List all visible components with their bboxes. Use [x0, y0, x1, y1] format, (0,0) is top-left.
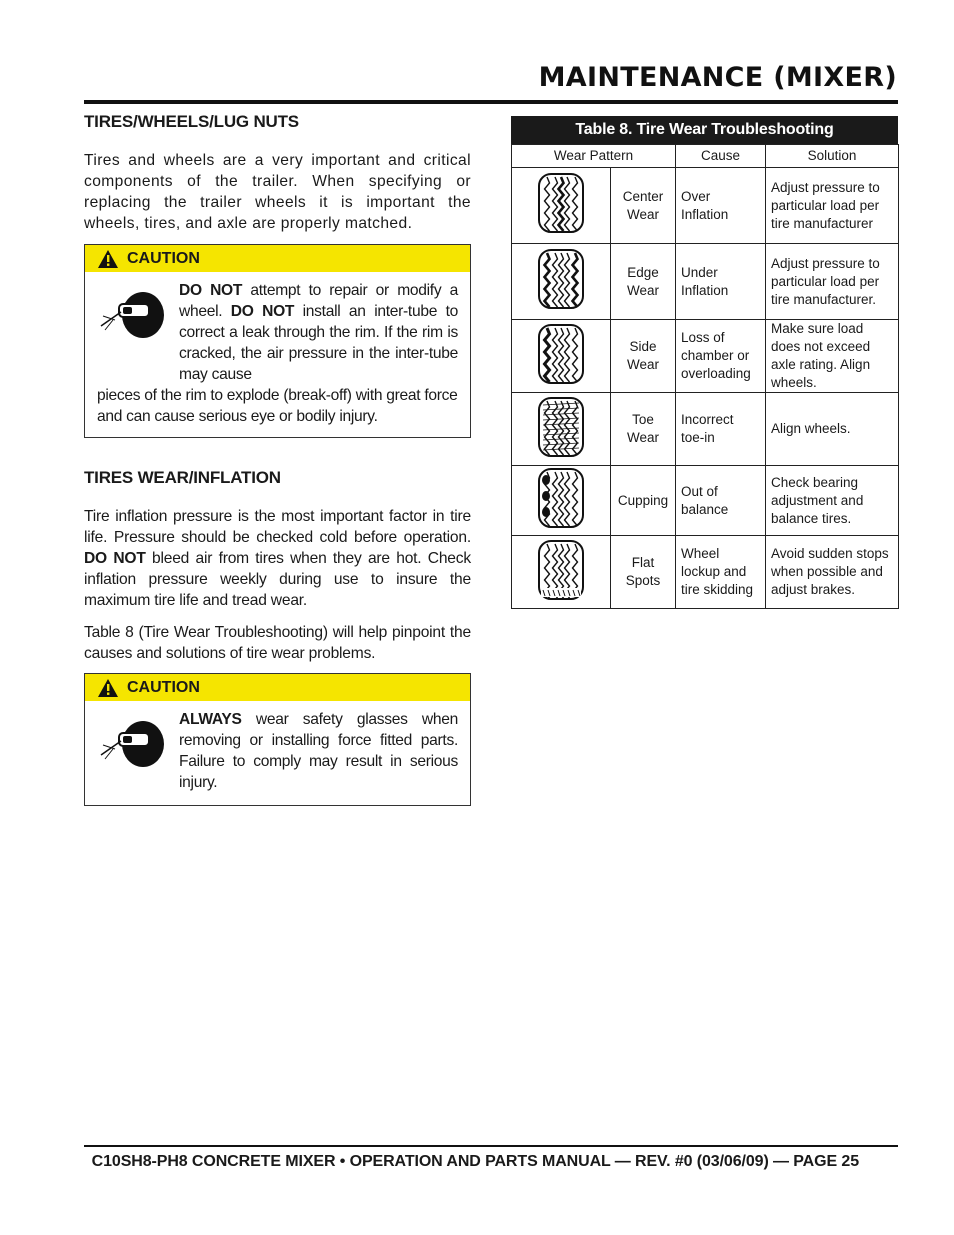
- table-row: [512, 393, 899, 466]
- tire-pattern-cell: [512, 168, 611, 244]
- caution-label: CAUTION: [127, 678, 200, 696]
- caution-label: CAUTION: [127, 249, 200, 267]
- table-title: Table 8. Tire Wear Troubleshooting: [511, 116, 898, 144]
- wear-table-grid: [511, 144, 899, 609]
- table-row: [512, 466, 899, 536]
- do-not-emphasis: DO NOT: [230, 303, 295, 320]
- cause-cell: Under Inflation: [676, 244, 766, 320]
- tire-toe-wear-icon: [531, 395, 591, 459]
- caution-text: wear safety glasses when removing or installing force fitted parts. Failure to comply may result in serious injury.: [179, 711, 458, 791]
- caution-header: [85, 245, 470, 272]
- caution-header: [85, 674, 470, 701]
- tire-cupping-icon: [531, 466, 591, 530]
- table-row: [512, 320, 899, 393]
- paragraph-table-ref: Table 8 (Tire Wear Troubleshooting) will help pinpoint the causes and solutions of tire wear problems.: [84, 624, 471, 662]
- solution-cell: Avoid sudden stops when possible and adjust brakes.: [766, 536, 899, 609]
- paragraph-tires-wheels: Tires and wheels are a very important and critical components of the trailer. When specifying or replacing the trailer wheels it is important the wheels, tires, and axle are properly matched.: [84, 152, 471, 232]
- left-column: [84, 112, 471, 806]
- cause-cell: Over Inflation: [676, 168, 766, 244]
- tire-side-wear-icon: [531, 322, 591, 386]
- do-not-emphasis: DO NOT: [84, 550, 146, 567]
- safety-glasses-face-icon: [97, 290, 167, 340]
- do-not-emphasis: DO NOT: [179, 282, 243, 299]
- tire-pattern-cell: [512, 466, 611, 536]
- table-row: [512, 168, 899, 244]
- header-wear-pattern: Wear Pattern: [512, 145, 676, 168]
- table-row: [512, 244, 899, 320]
- cause-cell: Incorrect toe-in: [676, 393, 766, 466]
- warning-triangle-icon: [97, 678, 119, 698]
- pattern-name: Toe Wear: [611, 393, 676, 466]
- tire-flat-spots-icon: [531, 538, 591, 602]
- caution-text: attempt to repair or modify a wheel.: [179, 282, 459, 320]
- tire-pattern-cell: [512, 393, 611, 466]
- safety-glasses-face-icon: [97, 719, 167, 769]
- tire-center-wear-icon: [531, 171, 591, 235]
- solution-cell: Adjust pressure to particular load per tire manufacturer.: [766, 244, 899, 320]
- cause-cell: Out of balance: [676, 466, 766, 536]
- warning-triangle-icon: [97, 249, 119, 269]
- tire-pattern-cell: [512, 244, 611, 320]
- header-cause: Cause: [676, 145, 766, 168]
- solution-cell: Make sure load does not exceed axle rating. Align wheels.: [766, 320, 899, 393]
- always-emphasis: ALWAYS: [179, 711, 242, 728]
- solution-cell: Check bearing adjustment and balance tires.: [766, 466, 899, 536]
- inflation-text: Tire inflation pressure is the most important factor in tire life. Pressure should be checked cold before operation.: [84, 508, 471, 546]
- page-title: MAINTENANCE (MIXER): [538, 62, 897, 93]
- tire-wear-table: [511, 116, 898, 609]
- pattern-name: Center Wear: [611, 168, 676, 244]
- cause-cell: Loss of chamber or overloading: [676, 320, 766, 393]
- pattern-name: Edge Wear: [611, 244, 676, 320]
- caution-box-glasses: [84, 673, 471, 806]
- section-heading-tires-wheels: TIRES/WHEELS/LUG NUTS: [84, 112, 299, 131]
- section-heading-tire-wear: TIRES WEAR/INFLATION: [84, 468, 281, 487]
- tire-pattern-cell: [512, 536, 611, 609]
- pattern-name: Side Wear: [611, 320, 676, 393]
- caution-text-bottom: pieces of the rim to explode (break-off) with great force and can cause serious eye or bodily injury.: [97, 387, 458, 425]
- caution-box-wheels: [84, 244, 471, 438]
- solution-cell: Adjust pressure to particular load per tire manufacturer: [766, 168, 899, 244]
- pattern-name: Cupping: [611, 466, 676, 536]
- table-row: [512, 536, 899, 609]
- caution-text-glasses: [179, 709, 458, 793]
- tire-edge-wear-icon: [531, 247, 591, 311]
- table-header-row: [512, 145, 899, 168]
- cause-cell: Wheel lockup and tire skidding: [676, 536, 766, 609]
- tire-pattern-cell: [512, 320, 611, 393]
- pattern-name: Flat Spots: [611, 536, 676, 609]
- title-rule: [84, 100, 898, 104]
- caution-text-top: [179, 280, 458, 385]
- solution-cell: Align wheels.: [766, 393, 899, 466]
- caution-text: install an inter-tube to correct a leak through the rim. If the rim is cracked, the air pressure in the inter-tube may cause: [179, 303, 458, 383]
- footer-rule: [84, 1145, 898, 1147]
- paragraph-inflation: [84, 506, 471, 611]
- inflation-text: bleed air from tires when they are hot. Check inflation pressure weekly during use to insure the maximum tire life and tread wear.: [84, 550, 471, 609]
- page-footer: C10SH8-PH8 CONCRETE MIXER • OPERATION AND PARTS MANUAL — REV. #0 (03/06/09) — PAGE 25: [91, 1153, 859, 1170]
- header-solution: Solution: [766, 145, 899, 168]
